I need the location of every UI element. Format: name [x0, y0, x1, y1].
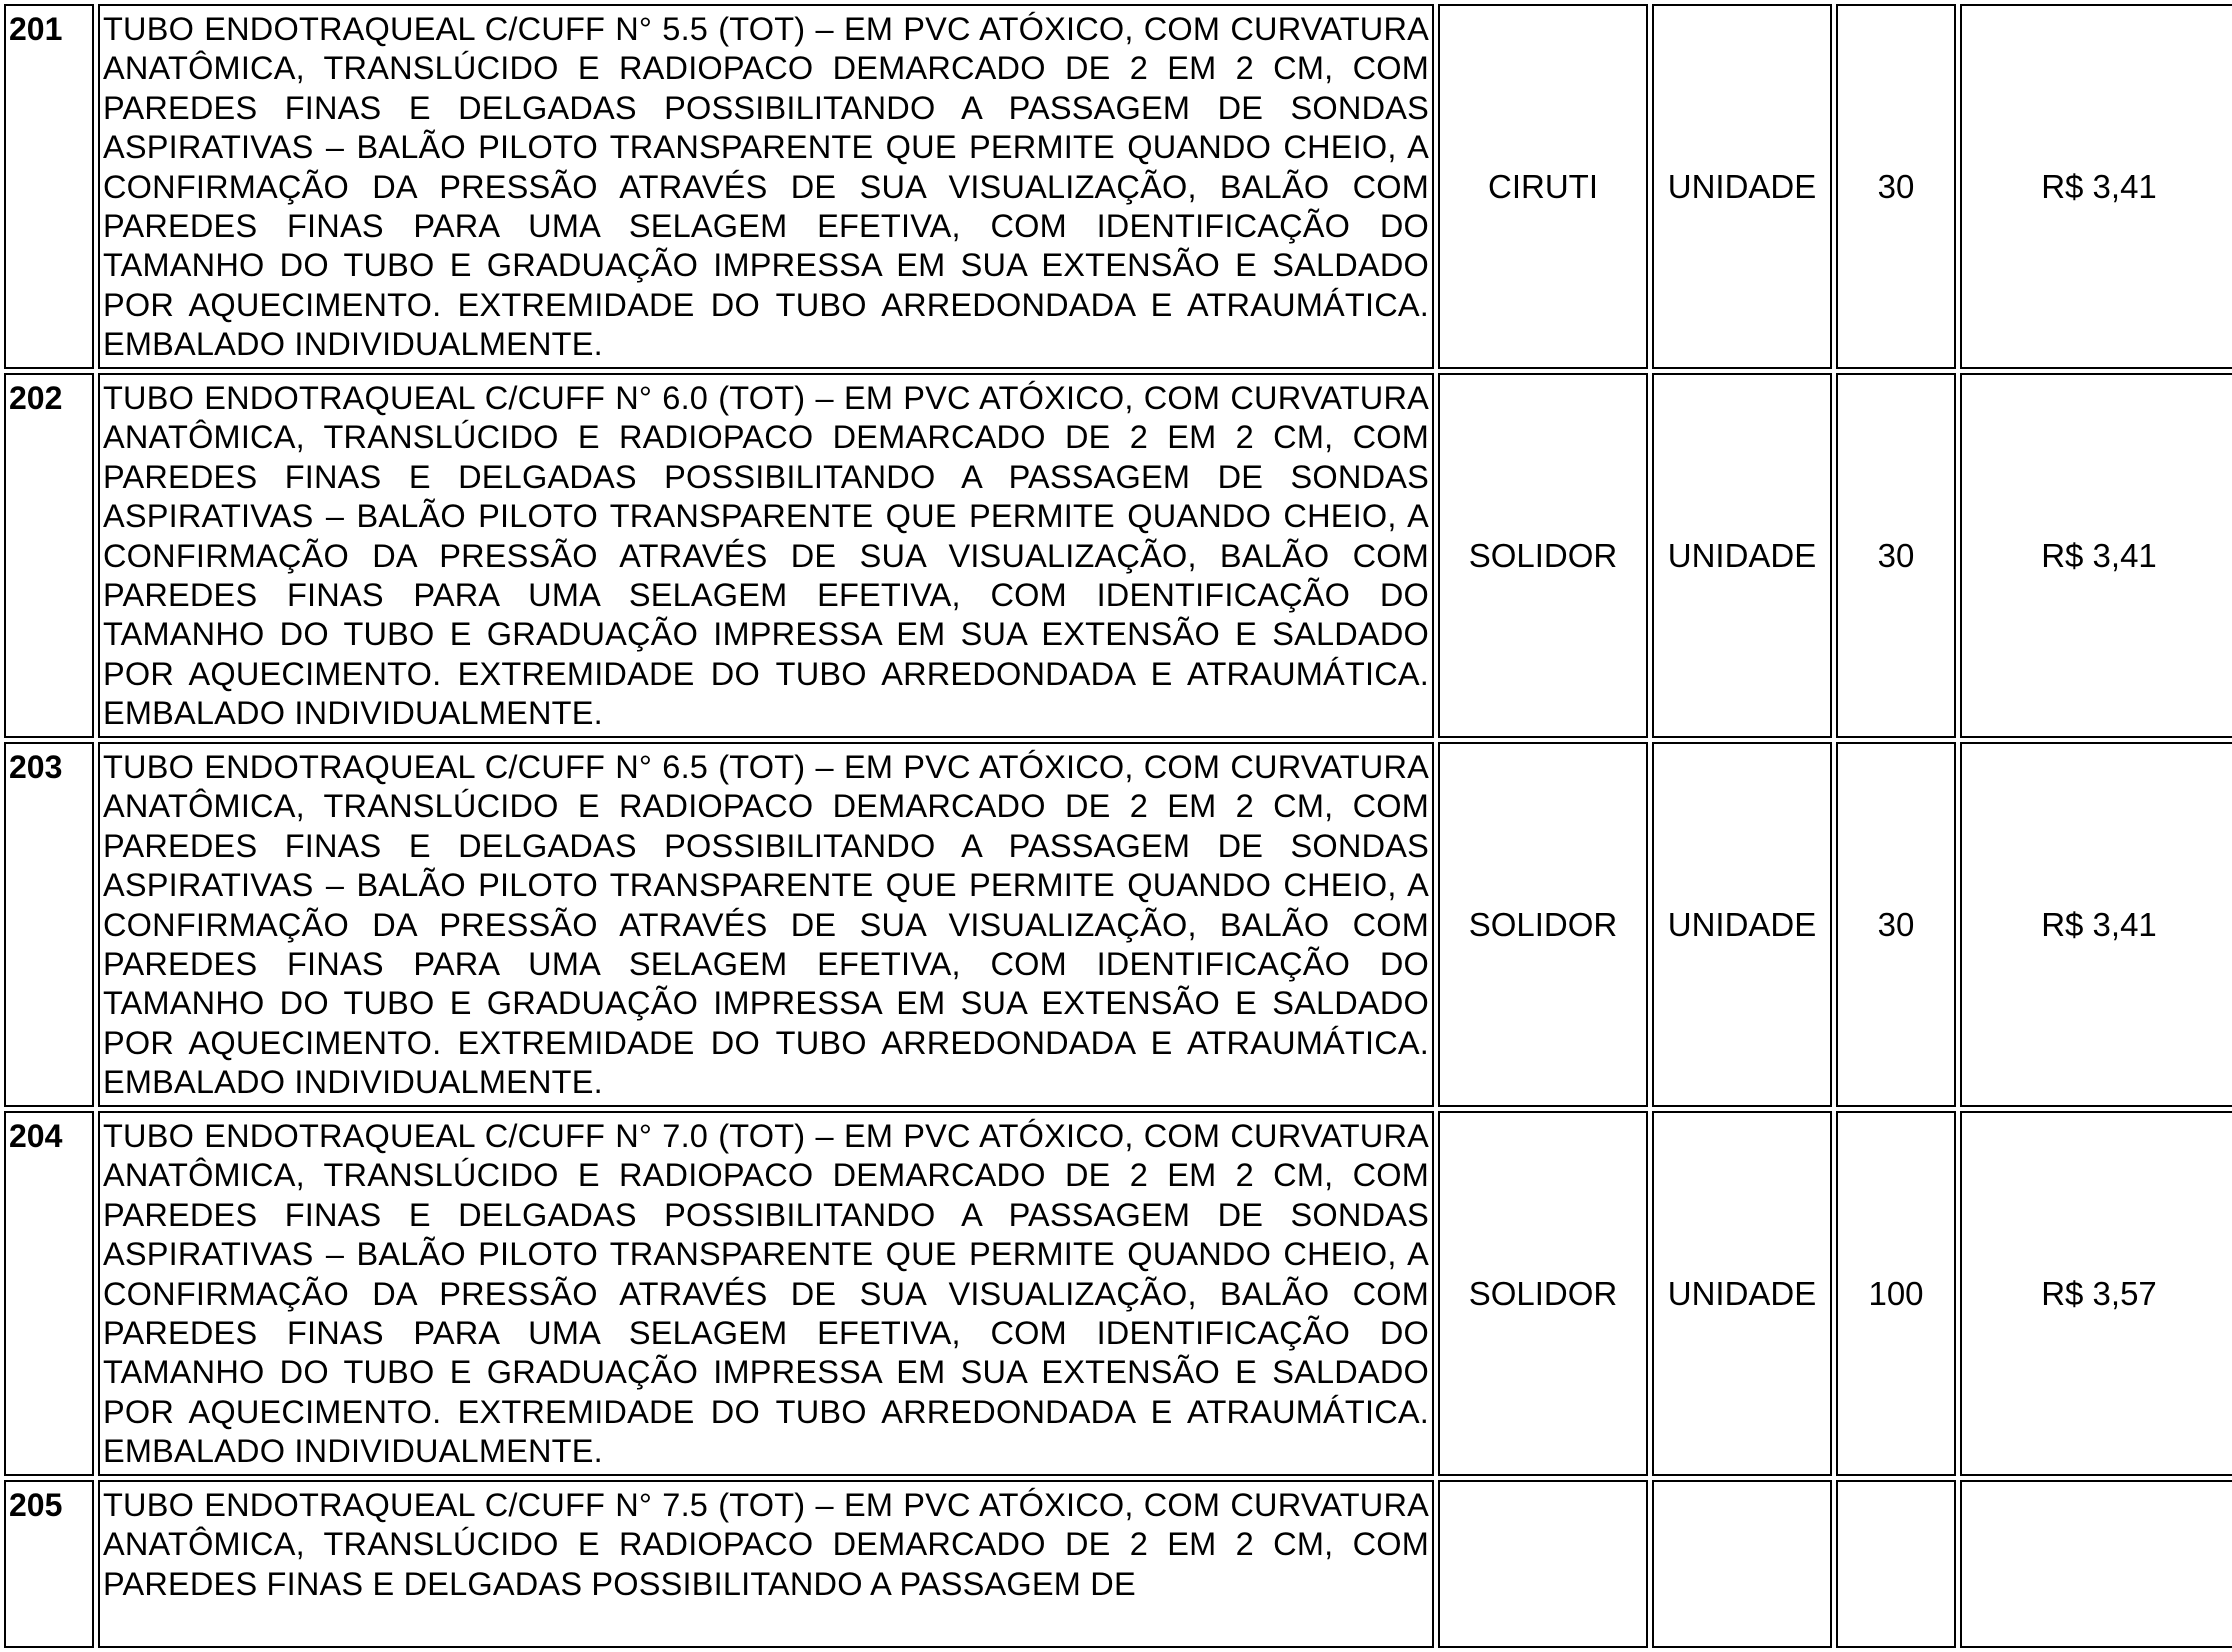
table-row: [4, 1480, 2232, 1648]
price-cell: R$ 3,41: [1960, 4, 2232, 369]
quantity-cell: 30: [1836, 742, 1956, 1107]
brand-cell: SOLIDOR: [1438, 742, 1648, 1107]
item-number-cell: 201: [4, 4, 94, 369]
quantity-cell: 30: [1836, 4, 1956, 369]
item-number-cell: 204: [4, 1111, 94, 1476]
item-number-cell: 203: [4, 742, 94, 1107]
unit-cell: UNIDADE: [1652, 373, 1832, 738]
quantity-cell: [1836, 1480, 1956, 1648]
price-cell: R$ 3,41: [1960, 373, 2232, 738]
quantity-cell: 30: [1836, 373, 1956, 738]
brand-cell: SOLIDOR: [1438, 373, 1648, 738]
table-row: [4, 1111, 2232, 1476]
price-cell: R$ 3,41: [1960, 742, 2232, 1107]
brand-cell: [1438, 1480, 1648, 1648]
unit-cell: UNIDADE: [1652, 742, 1832, 1107]
description-cell: TUBO ENDOTRAQUEAL C/CUFF N° 5.5 (TOT) – EM PVC ATÓXICO, COM CURVATURA ANATÔMICA, TRANSLÚCIDO E RADIOPACO DEMARCADO DE 2 EM 2 CM, COM PAREDES FINAS E DELGADAS POSSIBILITANDO A PASSAGEM DE SONDAS ASPIRATIVAS – BALÃO PILOTO TRANSPARENTE QUE PERMITE QUANDO CHEIO, A CONFIRMAÇÃO DA PRESSÃO ATRAVÉS DE SUA VISUALIZAÇÃO, BALÃO COM PAREDES FINAS PARA UMA SELAGEM EFETIVA, COM IDENTIFICAÇÃO DO TAMANHO DO TUBO E GRADUAÇÃO IMPRESSA EM SUA EXTENSÃO E SALDADO POR AQUECIMENTO. EXTREMIDADE DO TUBO ARREDONDADA E ATRAUMÁTICA. EMBALADO INDIVIDUALMENTE.: [98, 4, 1434, 369]
brand-cell: CIRUTI: [1438, 4, 1648, 369]
description-cell: TUBO ENDOTRAQUEAL C/CUFF N° 6.5 (TOT) – EM PVC ATÓXICO, COM CURVATURA ANATÔMICA, TRANSLÚCIDO E RADIOPACO DEMARCADO DE 2 EM 2 CM, COM PAREDES FINAS E DELGADAS POSSIBILITANDO A PASSAGEM DE SONDAS ASPIRATIVAS – BALÃO PILOTO TRANSPARENTE QUE PERMITE QUANDO CHEIO, A CONFIRMAÇÃO DA PRESSÃO ATRAVÉS DE SUA VISUALIZAÇÃO, BALÃO COM PAREDES FINAS PARA UMA SELAGEM EFETIVA, COM IDENTIFICAÇÃO DO TAMANHO DO TUBO E GRADUAÇÃO IMPRESSA EM SUA EXTENSÃO E SALDADO POR AQUECIMENTO. EXTREMIDADE DO TUBO ARREDONDADA E ATRAUMÁTICA. EMBALADO INDIVIDUALMENTE.: [98, 742, 1434, 1107]
item-number-cell: 202: [4, 373, 94, 738]
price-cell: [1960, 1480, 2232, 1648]
unit-cell: UNIDADE: [1652, 1111, 1832, 1476]
description-cell: TUBO ENDOTRAQUEAL C/CUFF N° 7.5 (TOT) – EM PVC ATÓXICO, COM CURVATURA ANATÔMICA, TRANSLÚCIDO E RADIOPACO DEMARCADO DE 2 EM 2 CM, COM PAREDES FINAS E DELGADAS POSSIBILITANDO A PASSAGEM DE: [98, 1480, 1434, 1648]
table-row: [4, 742, 2232, 1107]
table-row: [4, 373, 2232, 738]
description-cell: TUBO ENDOTRAQUEAL C/CUFF N° 7.0 (TOT) – EM PVC ATÓXICO, COM CURVATURA ANATÔMICA, TRANSLÚCIDO E RADIOPACO DEMARCADO DE 2 EM 2 CM, COM PAREDES FINAS E DELGADAS POSSIBILITANDO A PASSAGEM DE SONDAS ASPIRATIVAS – BALÃO PILOTO TRANSPARENTE QUE PERMITE QUANDO CHEIO, A CONFIRMAÇÃO DA PRESSÃO ATRAVÉS DE SUA VISUALIZAÇÃO, BALÃO COM PAREDES FINAS PARA UMA SELAGEM EFETIVA, COM IDENTIFICAÇÃO DO TAMANHO DO TUBO E GRADUAÇÃO IMPRESSA EM SUA EXTENSÃO E SALDADO POR AQUECIMENTO. EXTREMIDADE DO TUBO ARREDONDADA E ATRAUMÁTICA. EMBALADO INDIVIDUALMENTE.: [98, 1111, 1434, 1476]
item-number-cell: 205: [4, 1480, 94, 1648]
description-cell: TUBO ENDOTRAQUEAL C/CUFF N° 6.0 (TOT) – EM PVC ATÓXICO, COM CURVATURA ANATÔMICA, TRANSLÚCIDO E RADIOPACO DEMARCADO DE 2 EM 2 CM, COM PAREDES FINAS E DELGADAS POSSIBILITANDO A PASSAGEM DE SONDAS ASPIRATIVAS – BALÃO PILOTO TRANSPARENTE QUE PERMITE QUANDO CHEIO, A CONFIRMAÇÃO DA PRESSÃO ATRAVÉS DE SUA VISUALIZAÇÃO, BALÃO COM PAREDES FINAS PARA UMA SELAGEM EFETIVA, COM IDENTIFICAÇÃO DO TAMANHO DO TUBO E GRADUAÇÃO IMPRESSA EM SUA EXTENSÃO E SALDADO POR AQUECIMENTO. EXTREMIDADE DO TUBO ARREDONDADA E ATRAUMÁTICA. EMBALADO INDIVIDUALMENTE.: [98, 373, 1434, 738]
table-row: [4, 4, 2232, 369]
unit-cell: [1652, 1480, 1832, 1648]
unit-cell: UNIDADE: [1652, 4, 1832, 369]
quantity-cell: 100: [1836, 1111, 1956, 1476]
price-cell: R$ 3,57: [1960, 1111, 2232, 1476]
brand-cell: SOLIDOR: [1438, 1111, 1648, 1476]
